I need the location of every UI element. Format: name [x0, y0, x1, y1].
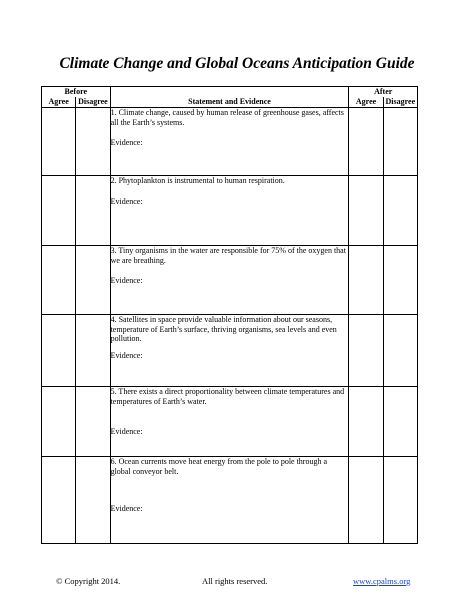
before-agree-cell[interactable] [42, 246, 76, 315]
website-link[interactable]: www.cpalms.org [353, 576, 411, 586]
before-disagree-cell[interactable] [76, 315, 110, 387]
after-disagree-cell[interactable] [383, 246, 417, 315]
after-header: After [349, 87, 418, 98]
evidence-label: Evidence: [110, 427, 143, 436]
statement-text: 6. Ocean currents move heat energy from the pole to pole through a global conveyor belt. [110, 457, 328, 476]
before-agree-cell[interactable] [42, 108, 76, 176]
table-row [42, 246, 418, 315]
after-agree-cell[interactable] [349, 176, 383, 246]
statement-header: Statement and Evidence [110, 97, 349, 108]
before-disagree-cell[interactable] [76, 108, 110, 176]
before-agree-cell[interactable] [42, 176, 76, 246]
statement-cell [110, 176, 349, 246]
after-disagree-cell[interactable] [383, 108, 417, 176]
statement-header-spacer [110, 87, 349, 98]
after-disagree-cell[interactable] [383, 176, 417, 246]
anticipation-guide-table [41, 86, 418, 544]
statement-cell [110, 108, 349, 176]
after-agree-cell[interactable] [349, 387, 383, 457]
statement-cell [110, 246, 349, 315]
before-disagree-cell[interactable] [76, 246, 110, 315]
copyright-text: © Copyright 2014. [56, 576, 121, 586]
before-agree-cell[interactable] [42, 457, 76, 544]
evidence-label: Evidence: [110, 138, 143, 147]
after-disagree-cell[interactable] [383, 387, 417, 457]
statement-text: 4. Satellites in space provide valuable information about our seasons, temperature of Earth’s surface, thriving organisms, sea levels and even pollution. [110, 315, 337, 343]
after-agree-cell[interactable] [349, 108, 383, 176]
before-disagree-header: Disagree [76, 97, 110, 108]
statement-text: 2. Phytoplankton is instrumental to human respiration. [110, 176, 285, 185]
before-agree-cell[interactable] [42, 315, 76, 387]
statement-text: 1. Climate change, caused by human release of greenhouse gases, affects all the Earth’s systems. [110, 108, 344, 127]
after-disagree-cell[interactable] [383, 457, 417, 544]
before-agree-cell[interactable] [42, 387, 76, 457]
after-agree-cell[interactable] [349, 315, 383, 387]
after-agree-header: Agree [349, 97, 383, 108]
table-row [42, 176, 418, 246]
statement-cell [110, 387, 349, 457]
before-disagree-cell[interactable] [76, 457, 110, 544]
table-row [42, 457, 418, 544]
evidence-label: Evidence: [110, 196, 143, 206]
statement-cell [110, 315, 349, 387]
evidence-label: Evidence: [110, 276, 143, 285]
statement-text: 5. There exists a direct proportionality between climate temperatures and temperatures of Earth’s water. [110, 387, 345, 406]
before-disagree-cell[interactable] [76, 176, 110, 246]
after-disagree-header: Disagree [383, 97, 417, 108]
statement-cell [110, 457, 349, 544]
after-agree-cell[interactable] [349, 246, 383, 315]
after-agree-cell[interactable] [349, 457, 383, 544]
statement-text: 3. Tiny organisms in the water are responsible for 75% of the oxygen that we are breathing. [110, 246, 346, 265]
evidence-label: Evidence: [110, 504, 143, 513]
evidence-label: Evidence: [110, 350, 143, 360]
table-row [42, 315, 418, 387]
table-row [42, 387, 418, 457]
before-disagree-cell[interactable] [76, 387, 110, 457]
before-header: Before [42, 87, 111, 98]
page-title: Climate Change and Global Oceans Anticipation Guide [59, 55, 415, 72]
after-disagree-cell[interactable] [383, 315, 417, 387]
rights-text: All rights reserved. [202, 576, 268, 586]
table-row [42, 108, 418, 176]
before-agree-header: Agree [42, 97, 76, 108]
